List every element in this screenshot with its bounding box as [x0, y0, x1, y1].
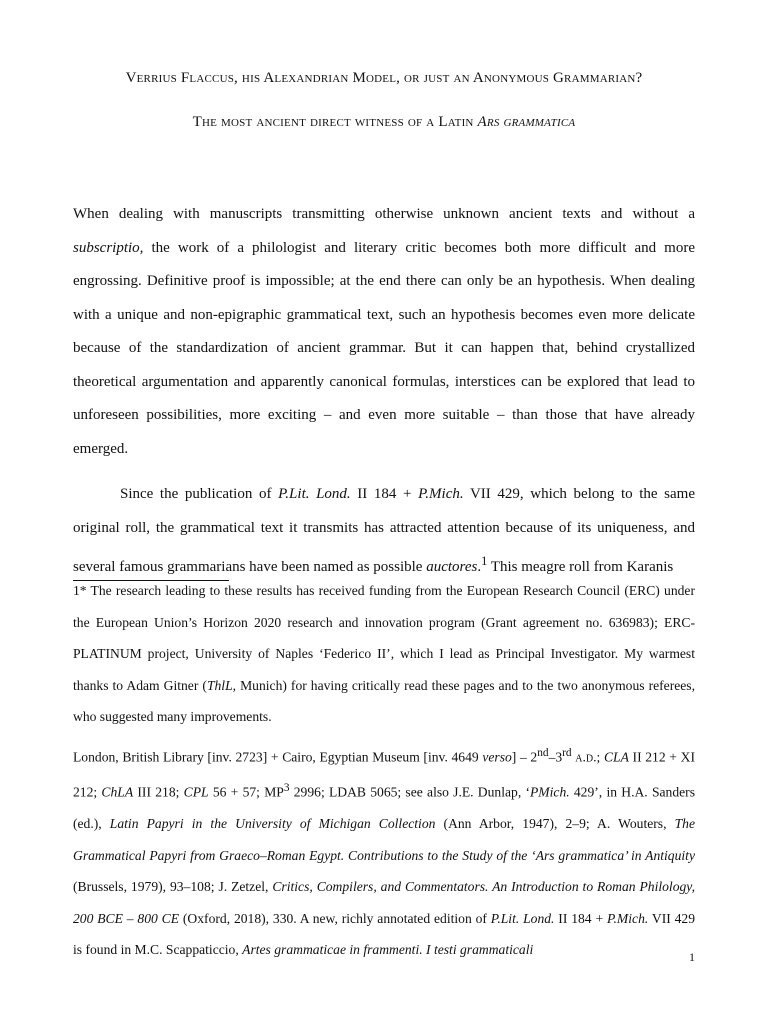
body-paragraph-1 — [73, 198, 695, 466]
page-number: 1 — [689, 950, 695, 964]
p2-text-g: . — [477, 559, 482, 575]
fn2-plit: P.Lit. Lond. — [490, 910, 555, 926]
p1-text-c: the work of a philologist and literary critic becomes both more difficult and more engrossing. Definitive proof is impossible; at the end there can only be an hypothesis. When dealing with a unique and non-epigraphic grammatical text, such an hypothesis becomes even more delicate because of the standardization of ancient grammar. But it can happen that, behind crystallized theoretical argumentation and apparently canonical formulas, interstices can be explored that lead to unforeseen possibilities, more exciting – and even more suitable – than those that have already emerged. — [73, 239, 695, 457]
fn2-j: (Brussels, 1979), 93–108; J. Zetzel, — [73, 879, 273, 895]
p2-text-a: Since the publication of — [120, 486, 279, 502]
fn2-sup2: rd — [562, 747, 572, 759]
p2-text-c: II 184 + — [350, 486, 419, 502]
fn2-i: (Ann Arbor, 1947), 2–9; A. Wouters, — [435, 816, 675, 832]
fn2-chla: ChLA — [101, 784, 134, 800]
fn2-sup3: 3 — [283, 782, 290, 795]
paper-title: Verrius Flaccus, his Alexandrian Model, or just an Anonymous Grammarian? — [125, 70, 643, 86]
fn2-e: III 218; — [133, 784, 184, 800]
fn2-pmich: PMich. — [530, 784, 570, 800]
p1-text-a: When dealing with manuscripts transmitting otherwise unknown ancient texts and without a — [73, 206, 695, 222]
paper-subtitle — [0, 114, 768, 131]
fn1-text-c: , Munich) for having critically read these pages and to the two anonymous referees, who suggested many improvements. — [73, 677, 696, 724]
fn2-c: ; — [596, 749, 604, 765]
fn2-m: VII 429 is found in M.C. Scappaticcio, — [73, 910, 695, 958]
fn1-italic: ThlL — [206, 677, 233, 693]
p2-italic-pmich: P.Mich. — [418, 486, 464, 502]
fn2-d: II 212 + XI 212; — [73, 749, 695, 800]
fn1-text-a: 1* The research leading to these results has received funding from the European Research Council (ERC) under the European Union’s Horizon 2020 research and innovation program (Grant agreement no. 636983); ERC-PLATINUM project, University of Naples ‘Federico II’, which I lead as Principal Investigator. My warmest thanks to Adam Gitner ( — [73, 583, 695, 693]
fn2-f: 56 + 57; MP — [208, 784, 284, 800]
fn2-cpl: CPL — [183, 784, 209, 800]
footnote-2 — [73, 738, 695, 966]
fn2-pmich2: P.Mich. — [606, 910, 649, 926]
fn2-cla: CLA — [603, 749, 629, 765]
body-paragraph-2 — [73, 478, 695, 585]
fn2-verso: verso — [482, 749, 512, 765]
p2-italic-plit: P.Lit. Lond. — [278, 486, 351, 502]
fn2-critics: Critics, Compilers, and Commentators. An Introduction to Roman Philology, 200 BCE – 800 CE — [73, 879, 695, 926]
fn2-artes: Artes grammaticae in frammenti. I testi grammaticali — [242, 942, 534, 958]
fn2-grammatical-papyri: The Grammatical Papyri from Graeco–Roman Egypt. Contributions to the Study of the ‘Ars grammatica’ in Antiquity — [73, 816, 695, 863]
fn2-a: London, British Library [inv. 2723] + Cairo, Egyptian Museum [inv. 4649 — [73, 749, 483, 765]
fn2-k: (Oxford, 2018), 330. A new, richly annotated edition of — [179, 910, 491, 926]
subtitle-text: The most ancient direct witness of a Latin — [192, 114, 478, 130]
fn2-g: 2996; LDAB 5065; see also J.E. Dunlap, ‘ — [289, 784, 530, 800]
fn2-latin-papyri: Latin Papyri in the University of Michigan Collection — [109, 816, 436, 832]
fn2-h: 429’, in H.A. Sanders (ed.), — [73, 784, 695, 832]
subtitle-italic: Ars grammatica — [477, 114, 576, 130]
fn2-sup1: nd — [537, 747, 549, 759]
p2-text-e: VII 429, which belong to the same original roll, the grammatical text it transmits has attracted attention because of its uniqueness, and several famous grammarians have been named as possible — [73, 486, 695, 575]
fn2-b2: –3 — [548, 749, 563, 765]
p2-text-h: This meagre roll from Karanis — [487, 559, 674, 575]
p1-italic: subscriptio, — [73, 239, 144, 256]
fn2-b: ] – 2 — [511, 749, 538, 765]
footnote-marker[interactable]: 1 — [481, 554, 488, 568]
p2-italic-auctores: auctores — [426, 559, 478, 575]
footnote-1 — [73, 575, 695, 733]
fn2-l: II 184 + — [554, 910, 607, 926]
fn2-ad: a.d. — [575, 749, 597, 765]
